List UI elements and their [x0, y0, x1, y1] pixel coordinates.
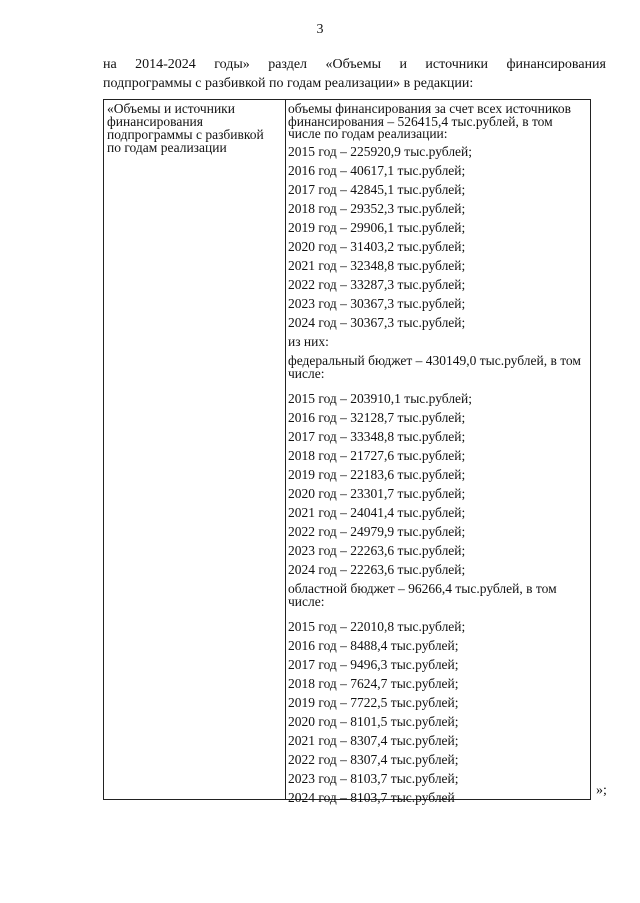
federal-year-line: 2018 год – 21727,6 тыс.рублей;: [288, 448, 466, 463]
federal-year-line: 2020 год – 23301,7 тыс.рублей;: [288, 486, 466, 501]
total-years-list: [288, 142, 588, 332]
federal-year-line: 2016 год – 32128,7 тыс.рублей;: [288, 410, 466, 425]
regional-year-line: 2016 год – 8488,4 тыс.рублей;: [288, 638, 459, 653]
of-them-label: из них:: [288, 334, 329, 349]
total-year-line: 2018 год – 29352,3 тыс.рублей;: [288, 201, 466, 216]
total-year-line: 2022 год – 33287,3 тыс.рублей;: [288, 277, 466, 292]
regional-year-line: 2021 год – 8307,4 тыс.рублей;: [288, 733, 459, 748]
column-divider: [285, 99, 286, 800]
total-year-line: 2021 год – 32348,8 тыс.рублей;: [288, 258, 466, 273]
regional-year-line: 2023 год – 8103,7 тыс.рублей;: [288, 771, 459, 786]
total-funding-header: объемы финансирования за счет всех источников финансирования – 526415,4 тыс.рублей, в том числе по годам реализации:: [288, 101, 572, 141]
closing-quote: »;: [596, 783, 607, 798]
total-year-line: 2020 год – 31403,2 тыс.рублей;: [288, 239, 466, 254]
total-year-line: 2015 год – 225920,9 тыс.рублей;: [288, 144, 473, 159]
regional-year-line: 2018 год – 7624,7 тыс.рублей;: [288, 676, 459, 691]
federal-budget-header: федеральный бюджет – 430149,0 тыс.рублей, в том числе:: [288, 353, 581, 381]
regional-year-line: 2020 год – 8101,5 тыс.рублей;: [288, 714, 459, 729]
regional-year-line: 2024 год – 8103,7 тыс.рублей: [288, 790, 455, 805]
total-year-line: 2017 год – 42845,1 тыс.рублей;: [288, 182, 466, 197]
federal-year-line: 2017 год – 33348,8 тыс.рублей;: [288, 429, 466, 444]
funding-table: [103, 99, 591, 805]
regional-year-line: 2019 год – 7722,5 тыс.рублей;: [288, 695, 459, 710]
federal-year-line: 2022 год – 24979,9 тыс.рублей;: [288, 524, 466, 539]
regional-budget-header: областной бюджет – 96266,4 тыс.рублей, в том числе:: [288, 581, 557, 609]
total-year-line: 2016 год – 40617,1 тыс.рублей;: [288, 163, 466, 178]
total-year-line: 2024 год – 30367,3 тыс.рублей;: [288, 315, 466, 330]
regional-year-line: 2015 год – 22010,8 тыс.рублей;: [288, 619, 466, 634]
intro-line-1: на 2014-2024 годы» раздел «Объемы и источники финансирования: [103, 57, 606, 72]
regional-year-line: 2022 год – 8307,4 тыс.рублей;: [288, 752, 459, 767]
page-number: 3: [316, 22, 324, 37]
federal-years-list: [288, 389, 588, 579]
regional-year-line: 2017 год – 9496,3 тыс.рублей;: [288, 657, 459, 672]
federal-year-line: 2015 год – 203910,1 тыс.рублей;: [288, 391, 473, 406]
intro-line-2: подпрограммы с разбивкой по годам реализации» в редакции:: [103, 76, 474, 91]
federal-year-line: 2021 год – 24041,4 тыс.рублей;: [288, 505, 466, 520]
total-year-line: 2023 год – 30367,3 тыс.рублей;: [288, 296, 466, 311]
funding-label-cell: «Объемы и источники финансирования подпрограммы с разбивкой по годам реализации: [107, 101, 264, 155]
federal-year-line: 2019 год – 22183,6 тыс.рублей;: [288, 467, 466, 482]
federal-year-line: 2023 год – 22263,6 тыс.рублей;: [288, 543, 466, 558]
total-year-line: 2019 год – 29906,1 тыс.рублей;: [288, 220, 466, 235]
regional-years-list: [288, 617, 588, 807]
funding-values-cell: [288, 100, 588, 807]
federal-year-line: 2024 год – 22263,6 тыс.рублей;: [288, 562, 466, 577]
